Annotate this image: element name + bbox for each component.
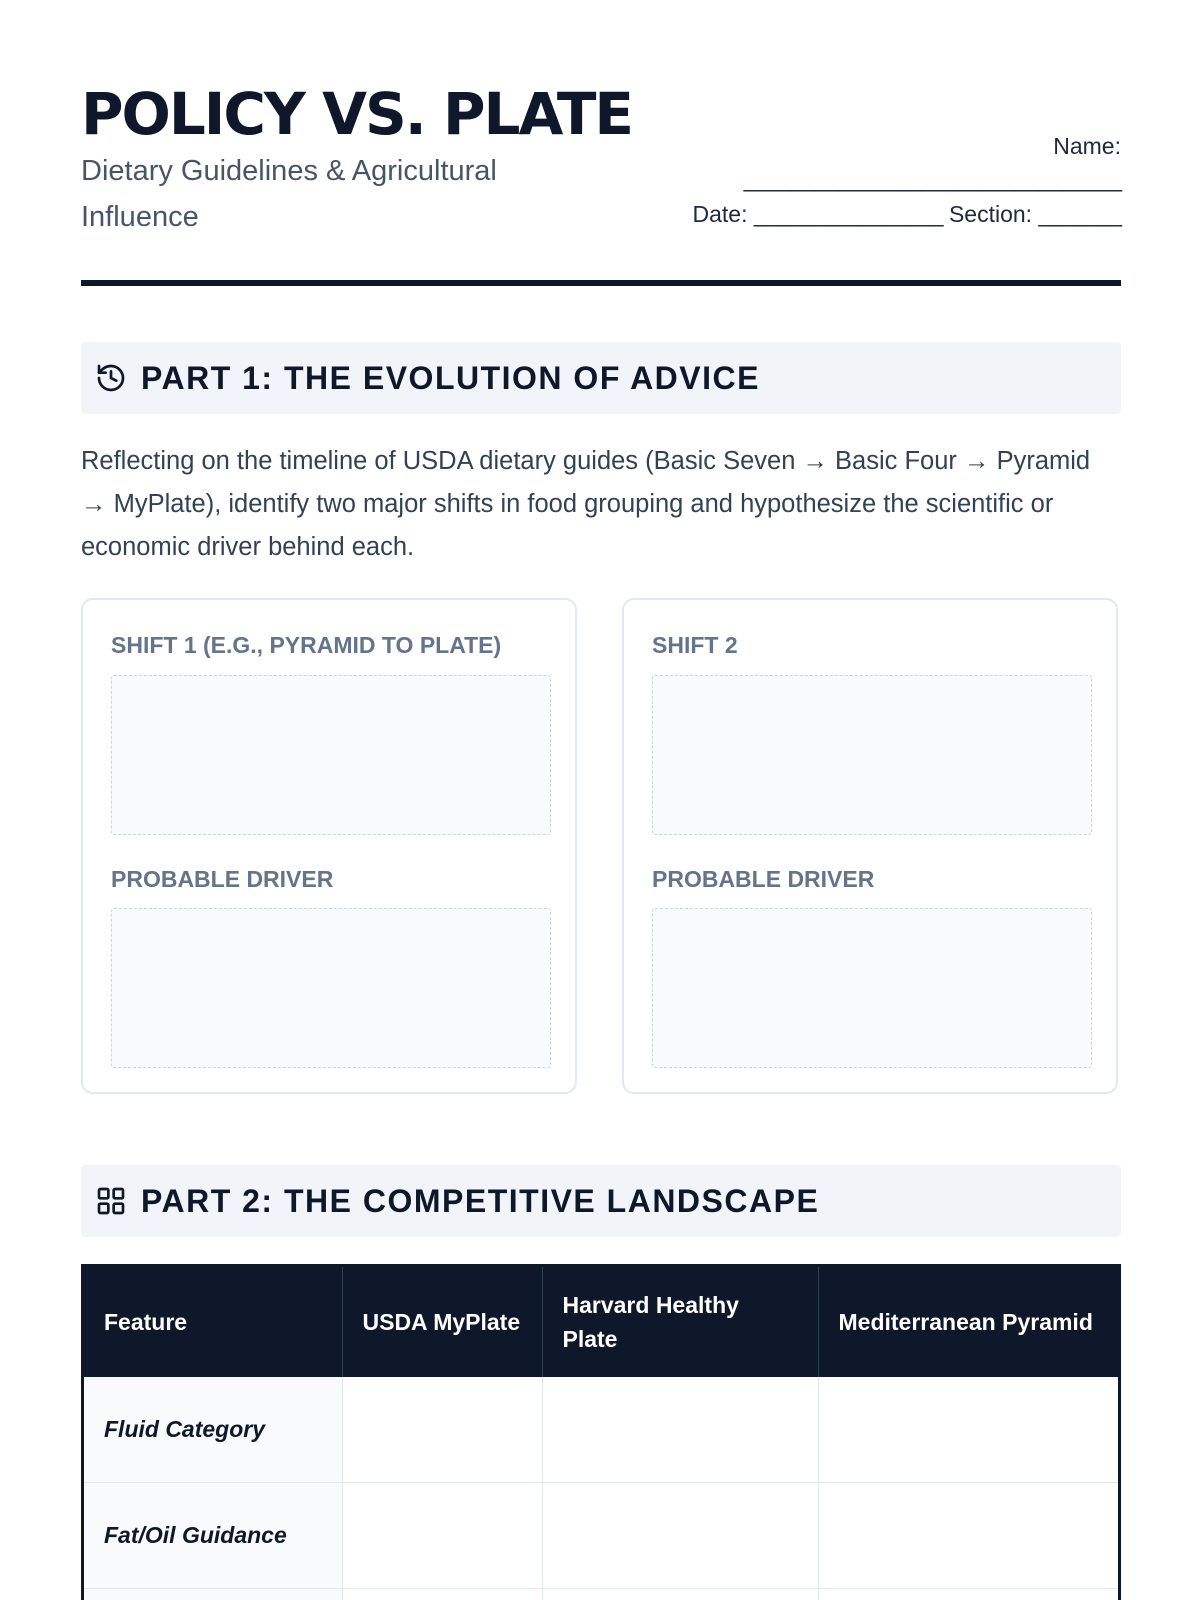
shift2-driver-label: PROBABLE DRIVER [652,866,875,892]
table-row [84,1483,1118,1589]
student-info-fields [661,130,1121,232]
column-header: Harvard Healthy Plate [542,1267,818,1377]
shift1-card [81,598,577,1094]
feature-cell: Fat/Oil Guidance [84,1483,342,1589]
worksheet-header [81,0,1121,287]
part1-instructions: Reflecting on the timeline of USDA dietary guides (Basic Seven → Basic Four → Pyramid → MyPlate), identify two major shifts in food grouping and hypothesize the scientific or economic driver behind each. [81,447,1091,561]
shift1-driver-label: PROBABLE DRIVER [111,866,334,892]
column-header: Feature [84,1267,342,1377]
part1-heading: PART 1: THE EVOLUTION OF ADVICE [141,360,760,396]
shift1-label: SHIFT 1 (E.G., PYRAMID TO PLATE) [111,632,502,658]
answer-cell[interactable] [542,1377,818,1483]
page-title: POLICY VS. PLATE [81,80,633,148]
feature-cell: Fluid Category [84,1377,342,1483]
grid-icon [95,1185,127,1217]
shift2-card [622,598,1118,1094]
header-divider [81,280,1121,286]
comparison-table [81,1264,1121,1600]
answer-cell[interactable] [818,1483,1118,1589]
column-header: USDA MyPlate [342,1267,542,1377]
name-label: Name: [1053,133,1121,159]
shift1-driver-box[interactable] [111,908,551,1068]
date-label: Date: [692,201,748,227]
date-field[interactable]: ________________ [753,201,943,227]
answer-cell[interactable] [342,1377,542,1483]
column-header: Mediterranean Pyramid [818,1267,1118,1377]
table-header-row [84,1267,1118,1377]
part2-section-header [81,1165,1121,1237]
answer-cell[interactable] [342,1483,542,1589]
name-field[interactable]: ________________________________ [743,166,1121,192]
page-subtitle: Dietary Guidelines & Agricultural Influence [81,155,497,233]
feature-cell [84,1589,342,1600]
section-label: Section: [948,201,1033,227]
history-icon [95,362,127,394]
answer-cell[interactable] [542,1483,818,1589]
shift2-driver-box[interactable] [652,908,1092,1068]
shift1-answer-box[interactable] [111,675,551,835]
answer-cell[interactable] [818,1377,1118,1483]
part2-heading: PART 2: THE COMPETITIVE LANDSCAPE [141,1183,820,1219]
part1-section-header [81,342,1121,414]
table-row [84,1589,1118,1600]
answer-cell[interactable] [342,1589,542,1600]
table-row [84,1377,1118,1483]
answer-cell[interactable] [818,1589,1118,1600]
section-field[interactable]: _______ [1038,201,1121,227]
answer-cell[interactable] [542,1589,818,1600]
date-section-row [661,196,1121,232]
shift2-label: SHIFT 2 [652,632,738,658]
shift2-answer-box[interactable] [652,675,1092,835]
